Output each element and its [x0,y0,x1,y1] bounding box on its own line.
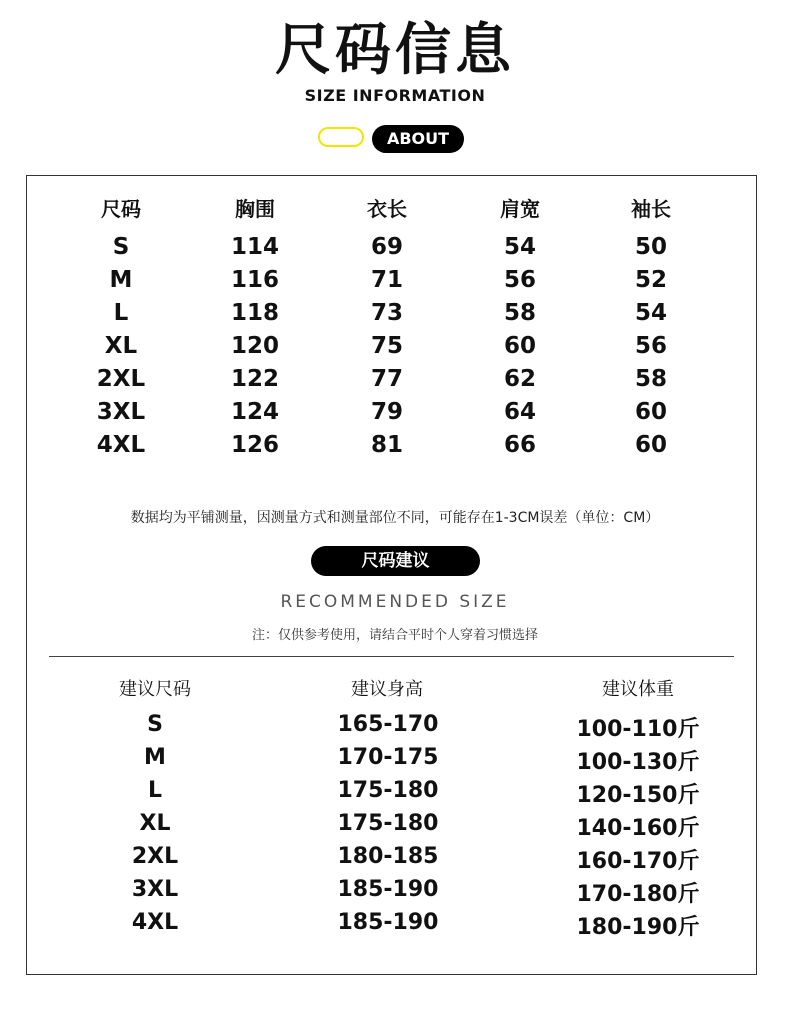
recommend-height-cell: 165-170 [337,712,439,737]
size-table-header: 尺码 [101,197,141,221]
size-value-cell: 118 [230,300,279,326]
size-label-cell: L [113,300,129,326]
size-value-cell: 124 [230,399,279,425]
recommend-weight-cell: 160-170斤 [576,849,700,874]
recommend-weight-cell: 170-180斤 [576,882,700,907]
size-value-cell: 56 [634,333,667,359]
size-label-cell: XL [104,333,138,359]
recommend-height-cell: 175-180 [337,811,439,836]
size-value-cell: 54 [634,300,667,326]
recommend-size-english: RECOMMENDED SIZE [280,592,510,612]
recommend-size-cell: 3XL [131,877,179,902]
size-value-cell: 52 [634,267,667,293]
size-value-cell: 77 [370,366,403,392]
recommend-height-cell: 175-180 [337,778,439,803]
size-value-cell: 79 [370,399,403,425]
size-value-cell: 60 [634,399,667,425]
size-value-cell: 126 [230,432,279,458]
size-value-cell: 81 [370,432,403,458]
size-value-cell: 116 [230,267,279,293]
section-divider [49,656,734,657]
measurement-note: 数据均为平铺测量，因测量方式和测量部位不同，可能存在1-3CM误差（单位：CM） [130,510,660,526]
size-label-cell: S [112,234,130,260]
recommend-weight-cell: 140-160斤 [576,816,700,841]
size-value-cell: 120 [230,333,279,359]
size-table-header: 胸围 [235,197,275,221]
size-label-cell: M [109,267,133,293]
size-table-header: 衣长 [367,197,407,221]
size-value-cell: 66 [503,432,536,458]
size-value-cell: 69 [370,234,403,260]
size-value-cell: 58 [503,300,536,326]
recommend-size-cell: 4XL [131,910,179,935]
yellow-outline-pill [318,127,364,147]
size-value-cell: 60 [634,432,667,458]
recommend-weight-cell: 120-150斤 [576,783,700,808]
about-badge: ABOUT [372,125,464,153]
size-value-cell: 114 [230,234,279,260]
size-value-cell: 62 [503,366,536,392]
recommend-note: 注：仅供参考使用，请结合平时个人穿着习惯选择 [251,628,538,643]
recommend-size-cell: S [147,712,163,737]
size-value-cell: 54 [503,234,536,260]
size-table-header: 肩宽 [500,197,540,221]
recommend-size-cell: M [144,745,166,770]
size-value-cell: 64 [503,399,536,425]
size-value-cell: 75 [370,333,403,359]
size-label-cell: 3XL [96,399,146,425]
size-value-cell: 50 [634,234,667,260]
recommend-size-badge: 尺码建议 [311,546,480,576]
recommend-weight-cell: 100-110斤 [576,717,700,742]
recommend-size-cell: XL [139,811,171,836]
page-subtitle: SIZE INFORMATION [304,86,486,105]
recommend-height-cell: 185-190 [337,910,439,935]
size-value-cell: 71 [370,267,403,293]
recommend-table-header: 建议体重 [602,679,674,700]
size-label-cell: 2XL [96,366,146,392]
size-value-cell: 73 [370,300,403,326]
size-value-cell: 122 [230,366,279,392]
page-title: 尺码信息 [275,18,515,83]
size-value-cell: 56 [503,267,536,293]
size-label-cell: 4XL [96,432,146,458]
recommend-size-cell: L [147,778,163,803]
recommend-height-cell: 185-190 [337,877,439,902]
recommend-weight-cell: 100-130斤 [576,750,700,775]
recommend-height-cell: 170-175 [337,745,439,770]
size-value-cell: 58 [634,366,667,392]
recommend-weight-cell: 180-190斤 [576,915,700,940]
size-value-cell: 60 [503,333,536,359]
recommend-size-cell: 2XL [131,844,179,869]
recommend-table-header: 建议尺码 [119,679,191,700]
size-table-header: 袖长 [631,197,671,221]
recommend-table-header: 建议身高 [351,679,423,700]
recommend-height-cell: 180-185 [337,844,439,869]
